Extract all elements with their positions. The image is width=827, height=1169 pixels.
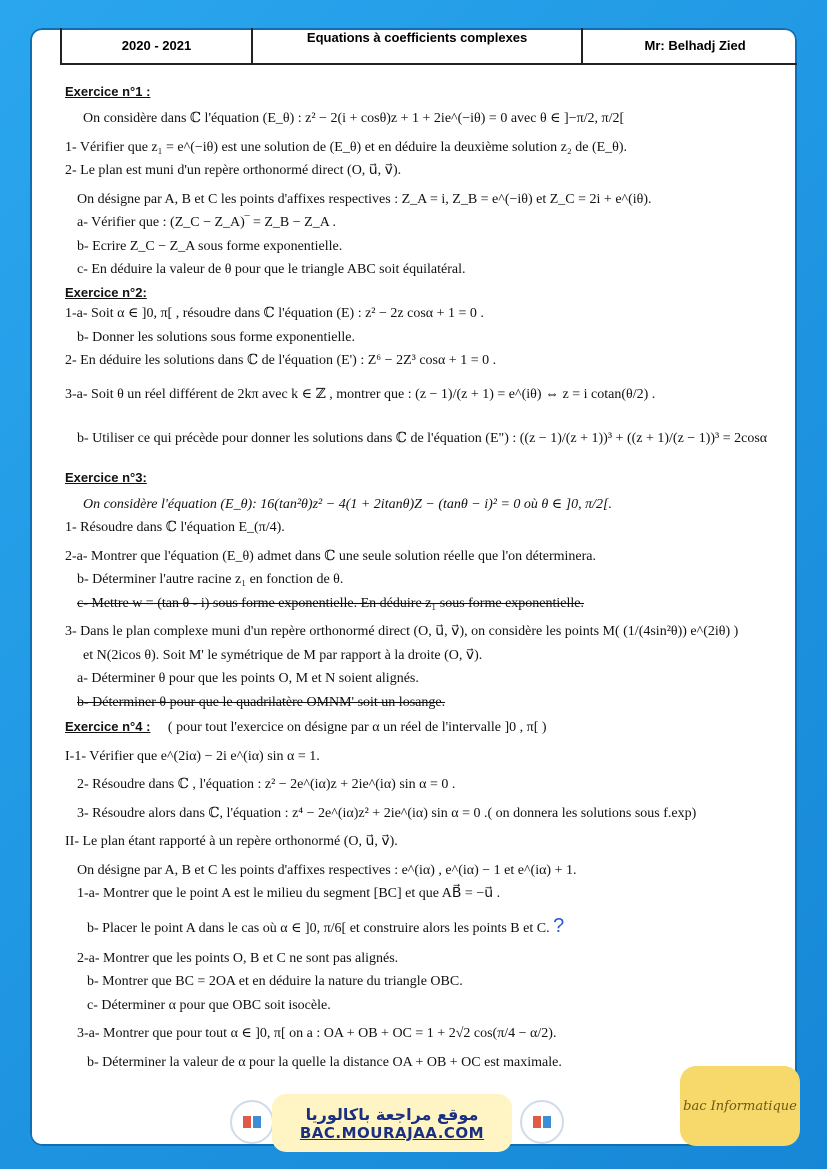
exercise-4-part2: II- Le plan étant rapporté à un repère orthonormé (O, u⃗, v⃗). <box>65 834 398 850</box>
exercise-3-q1: 1- Résoudre dans ℂ l'équation E_(π/4). <box>65 520 285 536</box>
exercise-4-part2-q2c: c- Déterminer α pour que OBC soit isocèle. <box>87 997 331 1013</box>
exercise-3-q3a: a- Déterminer θ pour que les points O, M et N soient alignés. <box>77 671 419 687</box>
exercise-4-part2-desc: On désigne par A, B et C les points d'affixes respectives : e^(iα) , e^(iα) − 1 et e^(iα) + 1. <box>77 862 577 878</box>
exercise-4-part2-q1a: 1-a- Montrer que le point A est le milieu du segment [BC] et que AB⃗ = −u⃗ . <box>77 886 501 902</box>
exercise-2-q3b: b- Utiliser ce qui précède pour donner les solutions dans ℂ de l'équation (E") : ((z − 1)/(z + 1))³ + ((z + 1)/(z − 1))³ = 2cosα <box>77 431 768 446</box>
exercise-4-part1-q3: 3- Résoudre alors dans ℂ, l'équation : z⁴ − 2e^(iα)z² + 2ie^(iα) sin α = 0 .( on donnera les solutions sous f.exp) <box>77 805 697 821</box>
exercise-2-q1b: b- Donner les solutions sous forme exponentielle. <box>77 329 356 345</box>
exercise-1-q2: 2- Le plan est muni d'un repère orthonormé direct (O, u⃗, v⃗). <box>65 163 402 179</box>
exercise-1-q2a: a- Vérifier que : (Z_C − Z_A)‾ = Z_B − Z_A . <box>77 215 337 231</box>
document-subject: Equations à coefficients complexes <box>253 28 583 63</box>
exercise-4-part1-q1: I-1- Vérifier que e^(2iα) − 2i e^(iα) sin α = 1. <box>65 748 320 764</box>
exercise-4-part2-q1b-row <box>65 914 790 939</box>
site-logo-right-icon <box>520 1100 564 1144</box>
exercise-3-q2b: b- Déterminer l'autre racine z₁ en fonction de θ. <box>77 572 344 588</box>
document-body <box>65 78 790 1071</box>
exercise-4-part1-q2: 2- Résoudre dans ℂ , l'équation : z² − 2e^(iα)z + 2ie^(iα) sin α = 0 . <box>77 777 456 793</box>
exercise-3-q2a: 2-a- Montrer que l'équation (E_θ) admet dans ℂ une seule solution réelle que l'on déterminera. <box>65 548 596 564</box>
exercise-1-q1: 1- Vérifier que z₁ = e^(−iθ) est une solution de (E_θ) et en déduire la deuxième solution z₂ de (E_θ). <box>65 139 628 155</box>
exercise-1-intro: On considère dans ℂ l'équation (E_θ) : z² − 2(i + cosθ)z + 1 + 2ie^(−iθ) = 0 avec θ ∈ ]−π/2, π/2[ <box>83 111 625 127</box>
exercise-2-q3a: 3-a- Soit θ un réel différent de 2kπ avec k ∈ ℤ , montrer que : (z − 1)/(z + 1) = e^(iθ) ⇔ z = i cotan(θ/2) . <box>65 386 656 402</box>
exercise-4-part2-q2b: b- Montrer que BC = 2OA et en déduire la nature du triangle OBC. <box>87 974 463 990</box>
exercise-2-q1a: 1-a- Soit α ∈ ]0, π[ , résoudre dans ℂ l'équation (E) : z² − 2z cosα + 1 = 0 . <box>65 306 484 321</box>
site-banner[interactable] <box>272 1094 512 1152</box>
exercise-3-q3: 3- Dans le plan complexe muni d'un repère orthonormé direct (O, u⃗, v⃗), on considère les points M( (1/(4sin²θ)) e^(2iθ) ) <box>65 624 739 640</box>
exercise-2-q2: 2- En déduire les solutions dans ℂ de l'équation (E') : Z⁶ − 2Z³ cosα + 1 = 0 . <box>65 353 497 368</box>
document-header <box>60 28 797 65</box>
exercise-1-q2-desc: On désigne par A, B et C les points d'affixes respectives : Z_A = i, Z_B = e^(−iθ) et Z_C = 2i + e^(iθ). <box>77 191 652 207</box>
exercise-2-title: Exercice n°2: <box>65 284 147 300</box>
exercise-3-q3b: b- Déterminer θ pour que le quadrilatère OMNM' soit un losange. <box>77 694 446 710</box>
brand-badge: bac Informatique <box>680 1066 800 1146</box>
teacher-name: Mr: Belhadj Zied <box>644 38 746 53</box>
exercise-3-title: Exercice n°3: <box>65 469 147 485</box>
exercise-4-part2-q1b: b- Placer le point A dans le cas où α ∈ ]0, π/6[ et construire alors les points B et C. <box>87 920 550 936</box>
exercise-1-title: Exercice n°1 : <box>65 84 151 99</box>
exercise-4-header <box>65 719 790 737</box>
site-url-link[interactable]: BAC.MOURAJAA.COM <box>299 1123 485 1142</box>
exercise-4-note: ( pour tout l'exercice on désigne par α un réel de l'intervalle ]0 , π[ ) <box>167 720 547 736</box>
exercise-4-title: Exercice n°4 : <box>65 719 151 735</box>
exercise-4-part2-q2a: 2-a- Montrer que les points O, B et C ne sont pas alignés. <box>77 950 399 966</box>
document-sheet <box>30 28 797 1146</box>
school-year: 2020 - 2021 <box>62 28 253 63</box>
exercise-4-part2-q3b: b- Déterminer la valeur de α pour la quelle la distance OA + OB + OC est maximale. <box>87 1054 562 1070</box>
site-arabic-name: موقع مراجعة باكالوريا <box>305 1104 479 1124</box>
question-mark-annotation: ? <box>553 914 565 937</box>
exercise-3-q3-cont: et N(2icos θ). Soit M' le symétrique de M par rapport à la droite (O, v⃗). <box>83 647 483 663</box>
exercise-3-q2c: c- Mettre w = (tan θ - i) sous forme exponentielle. En déduire z₁ sous forme exponentielle. <box>77 595 584 611</box>
site-logo-left-icon <box>230 1100 274 1144</box>
exercise-1-q2b: b- Ecrire Z_C − Z_A sous forme exponentielle. <box>77 238 343 254</box>
exercise-1-q2c: c- En déduire la valeur de θ pour que le triangle ABC soit équilatéral. <box>77 262 466 278</box>
exercise-3-intro: On considère l'équation (E_θ): 16(tan²θ)z² − 4(1 + 2itanθ)Z − (tanθ − i)² = 0 où θ ∈ ]0, π/2[. <box>83 496 612 512</box>
exercise-4-part2-q3a: 3-a- Montrer que pour tout α ∈ ]0, π[ on a : OA + OB + OC = 1 + 2√2 cos(π/4 − α/2). <box>77 1026 557 1042</box>
